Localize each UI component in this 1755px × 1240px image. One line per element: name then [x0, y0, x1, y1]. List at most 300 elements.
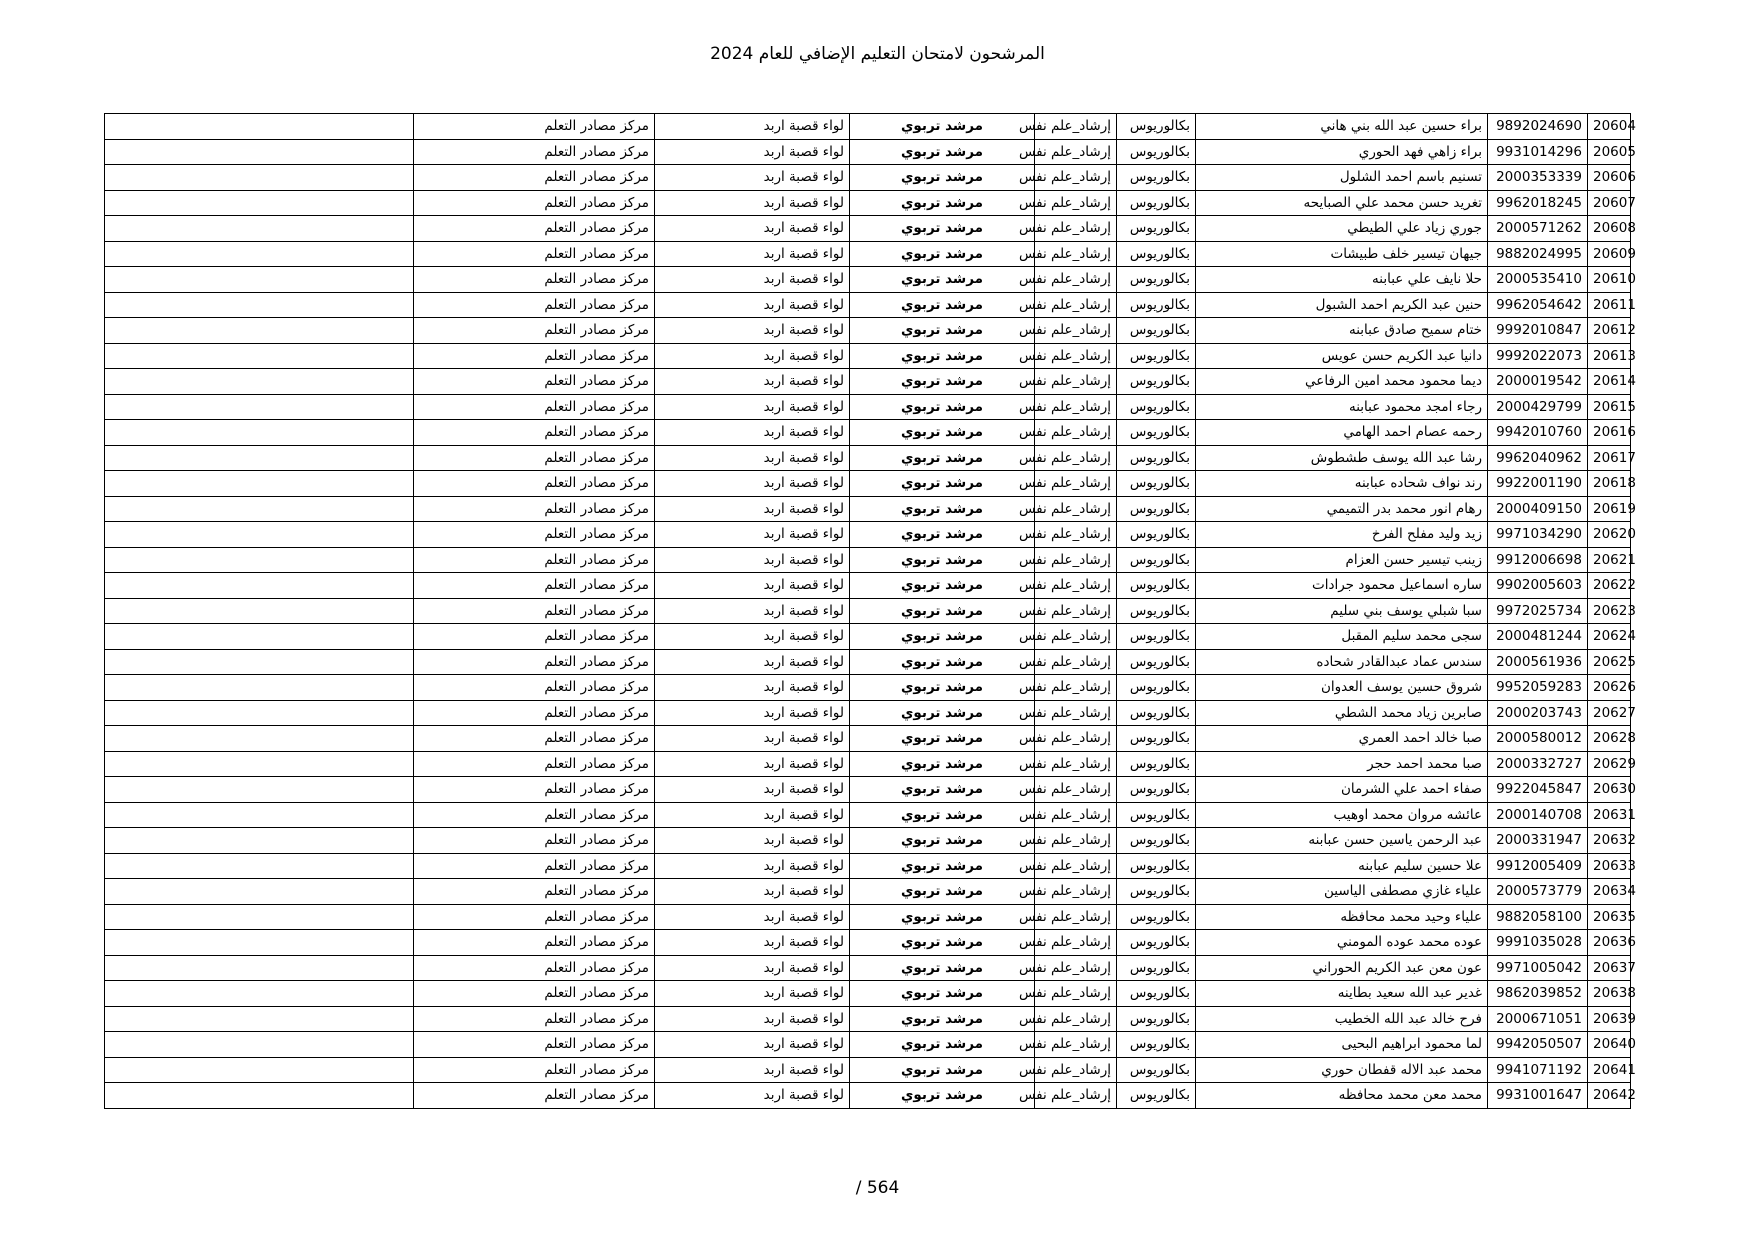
school-type-cell: مركز مصادر التعلم: [414, 853, 655, 879]
specialization-cell: مرشد تربوي: [850, 955, 1035, 981]
degree-cell: بكالوريوس: [1117, 547, 1196, 573]
empty-cell: [105, 292, 414, 318]
candidate-name-cell: غدير عبد الله سعيد بطاينه: [1196, 981, 1488, 1007]
candidate-name-cell: علا حسين سليم عبابنه: [1196, 853, 1488, 879]
candidate-name-cell: شروق حسين يوسف العدوان: [1196, 675, 1488, 701]
empty-cell: [105, 1032, 414, 1058]
table-row: [105, 471, 1631, 497]
school-type-cell: مركز مصادر التعلم: [414, 879, 655, 905]
national-id-cell: 9882058100: [1488, 904, 1588, 930]
national-id-cell: 9912006698: [1488, 547, 1588, 573]
candidate-name-cell: علياء غازي مصطفى الياسين: [1196, 879, 1488, 905]
major-cell: إرشاد_علم نفس: [1035, 598, 1117, 624]
degree-cell: بكالوريوس: [1117, 190, 1196, 216]
district-cell: لواء قصبة اربد: [655, 1006, 850, 1032]
degree-cell: بكالوريوس: [1117, 1057, 1196, 1083]
major-cell: إرشاد_علم نفس: [1035, 496, 1117, 522]
specialization-cell: مرشد تربوي: [850, 522, 1035, 548]
district-cell: لواء قصبة اربد: [655, 445, 850, 471]
national-id-cell: 2000481244: [1488, 624, 1588, 650]
district-cell: لواء قصبة اربد: [655, 981, 850, 1007]
candidate-name-cell: صبا خالد احمد العمري: [1196, 726, 1488, 752]
serial-number-cell: 20625: [1588, 649, 1631, 675]
serial-number-cell: 20642: [1588, 1083, 1631, 1109]
empty-cell: [105, 165, 414, 191]
candidate-name-cell: تغريد حسن محمد علي الصبايحه: [1196, 190, 1488, 216]
degree-cell: بكالوريوس: [1117, 165, 1196, 191]
table-row: [105, 496, 1631, 522]
candidate-name-cell: جيهان تيسير خلف طبيشات: [1196, 241, 1488, 267]
specialization-cell: مرشد تربوي: [850, 114, 1035, 140]
school-type-cell: مركز مصادر التعلم: [414, 598, 655, 624]
serial-number-cell: 20635: [1588, 904, 1631, 930]
empty-cell: [105, 496, 414, 522]
empty-cell: [105, 649, 414, 675]
serial-number-cell: 20638: [1588, 981, 1631, 1007]
empty-cell: [105, 751, 414, 777]
specialization-cell: مرشد تربوي: [850, 598, 1035, 624]
school-type-cell: مركز مصادر التعلم: [414, 981, 655, 1007]
degree-cell: بكالوريوس: [1117, 828, 1196, 854]
specialization-cell: مرشد تربوي: [850, 496, 1035, 522]
district-cell: لواء قصبة اربد: [655, 853, 850, 879]
national-id-cell: 2000561936: [1488, 649, 1588, 675]
serial-number-cell: 20615: [1588, 394, 1631, 420]
district-cell: لواء قصبة اربد: [655, 751, 850, 777]
specialization-cell: مرشد تربوي: [850, 547, 1035, 573]
candidate-name-cell: عائشه مروان محمد اوهيب: [1196, 802, 1488, 828]
major-cell: إرشاد_علم نفس: [1035, 420, 1117, 446]
empty-cell: [105, 930, 414, 956]
national-id-cell: 2000019542: [1488, 369, 1588, 395]
major-cell: إرشاد_علم نفس: [1035, 318, 1117, 344]
specialization-cell: مرشد تربوي: [850, 216, 1035, 242]
degree-cell: بكالوريوس: [1117, 649, 1196, 675]
specialization-cell: مرشد تربوي: [850, 930, 1035, 956]
school-type-cell: مركز مصادر التعلم: [414, 343, 655, 369]
national-id-cell: 9962018245: [1488, 190, 1588, 216]
candidate-name-cell: جوري زياد علي الطيطي: [1196, 216, 1488, 242]
district-cell: لواء قصبة اربد: [655, 496, 850, 522]
candidate-name-cell: سبا شبلي يوسف بني سليم: [1196, 598, 1488, 624]
specialization-cell: مرشد تربوي: [850, 726, 1035, 752]
empty-cell: [105, 190, 414, 216]
candidate-name-cell: عوده محمد عوده المومني: [1196, 930, 1488, 956]
major-cell: إرشاد_علم نفس: [1035, 1032, 1117, 1058]
school-type-cell: مركز مصادر التعلم: [414, 369, 655, 395]
specialization-cell: مرشد تربوي: [850, 267, 1035, 293]
candidate-name-cell: صفاء احمد علي الشرمان: [1196, 777, 1488, 803]
degree-cell: بكالوريوس: [1117, 1083, 1196, 1109]
major-cell: إرشاد_علم نفس: [1035, 139, 1117, 165]
degree-cell: بكالوريوس: [1117, 420, 1196, 446]
candidate-name-cell: رجاء امجد محمود عبابنه: [1196, 394, 1488, 420]
specialization-cell: مرشد تربوي: [850, 777, 1035, 803]
major-cell: إرشاد_علم نفس: [1035, 700, 1117, 726]
major-cell: إرشاد_علم نفس: [1035, 547, 1117, 573]
major-cell: إرشاد_علم نفس: [1035, 114, 1117, 140]
table-row: [105, 1032, 1631, 1058]
candidate-name-cell: محمد معن محمد محافظه: [1196, 1083, 1488, 1109]
major-cell: إرشاد_علم نفس: [1035, 573, 1117, 599]
district-cell: لواء قصبة اربد: [655, 267, 850, 293]
table-row: [105, 853, 1631, 879]
district-cell: لواء قصبة اربد: [655, 1083, 850, 1109]
specialization-cell: مرشد تربوي: [850, 1006, 1035, 1032]
degree-cell: بكالوريوس: [1117, 318, 1196, 344]
national-id-cell: 9902005603: [1488, 573, 1588, 599]
degree-cell: بكالوريوس: [1117, 522, 1196, 548]
degree-cell: بكالوريوس: [1117, 445, 1196, 471]
major-cell: إرشاد_علم نفس: [1035, 471, 1117, 497]
national-id-cell: 9922045847: [1488, 777, 1588, 803]
serial-number-cell: 20618: [1588, 471, 1631, 497]
table-row: [105, 573, 1631, 599]
degree-cell: بكالوريوس: [1117, 241, 1196, 267]
empty-cell: [105, 598, 414, 624]
major-cell: إرشاد_علم نفس: [1035, 955, 1117, 981]
major-cell: إرشاد_علم نفس: [1035, 369, 1117, 395]
school-type-cell: مركز مصادر التعلم: [414, 190, 655, 216]
degree-cell: بكالوريوس: [1117, 955, 1196, 981]
specialization-cell: مرشد تربوي: [850, 904, 1035, 930]
candidate-name-cell: تسنيم باسم احمد الشلول: [1196, 165, 1488, 191]
school-type-cell: مركز مصادر التعلم: [414, 726, 655, 752]
specialization-cell: مرشد تربوي: [850, 700, 1035, 726]
national-id-cell: 2000409150: [1488, 496, 1588, 522]
candidate-name-cell: سندس عماد عبدالقادر شحاده: [1196, 649, 1488, 675]
table-row: [105, 802, 1631, 828]
district-cell: لواء قصبة اربد: [655, 1032, 850, 1058]
table-row: [105, 318, 1631, 344]
district-cell: لواء قصبة اربد: [655, 675, 850, 701]
degree-cell: بكالوريوس: [1117, 853, 1196, 879]
serial-number-cell: 20640: [1588, 1032, 1631, 1058]
degree-cell: بكالوريوس: [1117, 981, 1196, 1007]
specialization-cell: مرشد تربوي: [850, 981, 1035, 1007]
table-row: [105, 828, 1631, 854]
specialization-cell: مرشد تربوي: [850, 879, 1035, 905]
degree-cell: بكالوريوس: [1117, 394, 1196, 420]
specialization-cell: مرشد تربوي: [850, 445, 1035, 471]
degree-cell: بكالوريوس: [1117, 777, 1196, 803]
school-type-cell: مركز مصادر التعلم: [414, 241, 655, 267]
empty-cell: [105, 981, 414, 1007]
school-type-cell: مركز مصادر التعلم: [414, 1006, 655, 1032]
national-id-cell: 2000535410: [1488, 267, 1588, 293]
degree-cell: بكالوريوس: [1117, 700, 1196, 726]
serial-number-cell: 20616: [1588, 420, 1631, 446]
national-id-cell: 9942010760: [1488, 420, 1588, 446]
major-cell: إرشاد_علم نفس: [1035, 904, 1117, 930]
empty-cell: [105, 139, 414, 165]
serial-number-cell: 20609: [1588, 241, 1631, 267]
national-id-cell: 2000671051: [1488, 1006, 1588, 1032]
serial-number-cell: 20626: [1588, 675, 1631, 701]
table-row: [105, 420, 1631, 446]
candidate-name-cell: رحمه عصام احمد الهامي: [1196, 420, 1488, 446]
major-cell: إرشاد_علم نفس: [1035, 675, 1117, 701]
specialization-cell: مرشد تربوي: [850, 343, 1035, 369]
district-cell: لواء قصبة اربد: [655, 700, 850, 726]
district-cell: لواء قصبة اربد: [655, 598, 850, 624]
district-cell: لواء قصبة اربد: [655, 930, 850, 956]
empty-cell: [105, 1083, 414, 1109]
candidate-name-cell: ختام سميح صادق عبابنه: [1196, 318, 1488, 344]
empty-cell: [105, 547, 414, 573]
national-id-cell: 9942050507: [1488, 1032, 1588, 1058]
district-cell: لواء قصبة اربد: [655, 318, 850, 344]
major-cell: إرشاد_علم نفس: [1035, 930, 1117, 956]
serial-number-cell: 20634: [1588, 879, 1631, 905]
degree-cell: بكالوريوس: [1117, 1032, 1196, 1058]
table-row: [105, 522, 1631, 548]
table-row: [105, 139, 1631, 165]
candidate-name-cell: سجى محمد سليم المقبل: [1196, 624, 1488, 650]
empty-cell: [105, 369, 414, 395]
serial-number-cell: 20633: [1588, 853, 1631, 879]
specialization-cell: مرشد تربوي: [850, 624, 1035, 650]
empty-cell: [105, 828, 414, 854]
specialization-cell: مرشد تربوي: [850, 1057, 1035, 1083]
district-cell: لواء قصبة اربد: [655, 369, 850, 395]
degree-cell: بكالوريوس: [1117, 114, 1196, 140]
major-cell: إرشاد_علم نفس: [1035, 981, 1117, 1007]
candidate-name-cell: ساره اسماعيل محمود جرادات: [1196, 573, 1488, 599]
table-row: [105, 675, 1631, 701]
empty-cell: [105, 777, 414, 803]
table-row: [105, 955, 1631, 981]
degree-cell: بكالوريوس: [1117, 624, 1196, 650]
candidates-table-body: [105, 114, 1636, 1109]
empty-cell: [105, 1006, 414, 1032]
serial-number-cell: 20604: [1588, 114, 1631, 140]
candidate-name-cell: لما محمود ابراهيم البحيى: [1196, 1032, 1488, 1058]
major-cell: إرشاد_علم نفس: [1035, 216, 1117, 242]
empty-cell: [105, 700, 414, 726]
empty-cell: [105, 904, 414, 930]
candidate-name-cell: زيد وليد مفلح الفرخ: [1196, 522, 1488, 548]
district-cell: لواء قصبة اربد: [655, 190, 850, 216]
empty-cell: [105, 216, 414, 242]
major-cell: إرشاد_علم نفس: [1035, 624, 1117, 650]
school-type-cell: مركز مصادر التعلم: [414, 955, 655, 981]
national-id-cell: 9922001190: [1488, 471, 1588, 497]
empty-cell: [105, 267, 414, 293]
major-cell: إرشاد_علم نفس: [1035, 853, 1117, 879]
major-cell: إرشاد_علم نفس: [1035, 828, 1117, 854]
district-cell: لواء قصبة اربد: [655, 777, 850, 803]
major-cell: إرشاد_علم نفس: [1035, 165, 1117, 191]
serial-number-cell: 20631: [1588, 802, 1631, 828]
page-number: 564 /: [855, 1178, 900, 1198]
degree-cell: بكالوريوس: [1117, 598, 1196, 624]
national-id-cell: 9971005042: [1488, 955, 1588, 981]
degree-cell: بكالوريوس: [1117, 751, 1196, 777]
school-type-cell: مركز مصادر التعلم: [414, 1032, 655, 1058]
serial-number-cell: 20622: [1588, 573, 1631, 599]
specialization-cell: مرشد تربوي: [850, 165, 1035, 191]
school-type-cell: مركز مصادر التعلم: [414, 573, 655, 599]
school-type-cell: مركز مصادر التعلم: [414, 445, 655, 471]
candidate-name-cell: رشا عبد الله يوسف طشطوش: [1196, 445, 1488, 471]
district-cell: لواء قصبة اربد: [655, 879, 850, 905]
specialization-cell: مرشد تربوي: [850, 241, 1035, 267]
district-cell: لواء قصبة اربد: [655, 955, 850, 981]
table-row: [105, 726, 1631, 752]
national-id-cell: 9962054642: [1488, 292, 1588, 318]
table-row: [105, 292, 1631, 318]
specialization-cell: مرشد تربوي: [850, 369, 1035, 395]
district-cell: لواء قصبة اربد: [655, 343, 850, 369]
major-cell: إرشاد_علم نفس: [1035, 802, 1117, 828]
candidate-name-cell: فرح خالد عبد الله الخطيب: [1196, 1006, 1488, 1032]
district-cell: لواء قصبة اربد: [655, 420, 850, 446]
empty-cell: [105, 114, 414, 140]
candidate-name-cell: براء زاهي فهد الحوري: [1196, 139, 1488, 165]
candidate-name-cell: دانيا عبد الكريم حسن عويس: [1196, 343, 1488, 369]
table-row: [105, 1083, 1631, 1109]
national-id-cell: 2000332727: [1488, 751, 1588, 777]
national-id-cell: 9862039852: [1488, 981, 1588, 1007]
table-row: [105, 1057, 1631, 1083]
national-id-cell: 9962040962: [1488, 445, 1588, 471]
specialization-cell: مرشد تربوي: [850, 190, 1035, 216]
empty-cell: [105, 394, 414, 420]
district-cell: لواء قصبة اربد: [655, 624, 850, 650]
empty-cell: [105, 1057, 414, 1083]
school-type-cell: مركز مصادر التعلم: [414, 292, 655, 318]
school-type-cell: مركز مصادر التعلم: [414, 624, 655, 650]
major-cell: إرشاد_علم نفس: [1035, 522, 1117, 548]
national-id-cell: 9971034290: [1488, 522, 1588, 548]
district-cell: لواء قصبة اربد: [655, 292, 850, 318]
empty-cell: [105, 802, 414, 828]
candidate-name-cell: حنين عبد الكريم احمد الشبول: [1196, 292, 1488, 318]
major-cell: إرشاد_علم نفس: [1035, 190, 1117, 216]
national-id-cell: 9892024690: [1488, 114, 1588, 140]
school-type-cell: مركز مصادر التعلم: [414, 420, 655, 446]
serial-number-cell: 20623: [1588, 598, 1631, 624]
serial-number-cell: 20632: [1588, 828, 1631, 854]
school-type-cell: مركز مصادر التعلم: [414, 471, 655, 497]
specialization-cell: مرشد تربوي: [850, 318, 1035, 344]
specialization-cell: مرشد تربوي: [850, 751, 1035, 777]
table-row: [105, 1006, 1631, 1032]
national-id-cell: 9992010847: [1488, 318, 1588, 344]
national-id-cell: 9941071192: [1488, 1057, 1588, 1083]
national-id-cell: 2000571262: [1488, 216, 1588, 242]
serial-number-cell: 20610: [1588, 267, 1631, 293]
serial-number-cell: 20617: [1588, 445, 1631, 471]
school-type-cell: مركز مصادر التعلم: [414, 318, 655, 344]
national-id-cell: 9952059283: [1488, 675, 1588, 701]
serial-number-cell: 20608: [1588, 216, 1631, 242]
degree-cell: بكالوريوس: [1117, 879, 1196, 905]
major-cell: إرشاد_علم نفس: [1035, 879, 1117, 905]
empty-cell: [105, 241, 414, 267]
major-cell: إرشاد_علم نفس: [1035, 292, 1117, 318]
serial-number-cell: 20619: [1588, 496, 1631, 522]
national-id-cell: 2000580012: [1488, 726, 1588, 752]
major-cell: إرشاد_علم نفس: [1035, 777, 1117, 803]
empty-cell: [105, 879, 414, 905]
degree-cell: بكالوريوس: [1117, 139, 1196, 165]
national-id-cell: 2000353339: [1488, 165, 1588, 191]
serial-number-cell: 20628: [1588, 726, 1631, 752]
district-cell: لواء قصبة اربد: [655, 802, 850, 828]
table-row: [105, 369, 1631, 395]
serial-number-cell: 20613: [1588, 343, 1631, 369]
school-type-cell: مركز مصادر التعلم: [414, 1057, 655, 1083]
candidate-name-cell: ديما محمود محمد امين الرفاعي: [1196, 369, 1488, 395]
district-cell: لواء قصبة اربد: [655, 165, 850, 191]
degree-cell: بكالوريوس: [1117, 573, 1196, 599]
candidate-name-cell: عون معن عبد الكريم الحوراني: [1196, 955, 1488, 981]
table-row: [105, 777, 1631, 803]
national-id-cell: 9992022073: [1488, 343, 1588, 369]
empty-cell: [105, 675, 414, 701]
empty-cell: [105, 726, 414, 752]
school-type-cell: مركز مصادر التعلم: [414, 165, 655, 191]
degree-cell: بكالوريوس: [1117, 904, 1196, 930]
national-id-cell: 2000140708: [1488, 802, 1588, 828]
district-cell: لواء قصبة اربد: [655, 547, 850, 573]
specialization-cell: مرشد تربوي: [850, 1083, 1035, 1109]
empty-cell: [105, 853, 414, 879]
major-cell: إرشاد_علم نفس: [1035, 726, 1117, 752]
serial-number-cell: 20624: [1588, 624, 1631, 650]
school-type-cell: مركز مصادر التعلم: [414, 700, 655, 726]
national-id-cell: 9972025734: [1488, 598, 1588, 624]
serial-number-cell: 20620: [1588, 522, 1631, 548]
district-cell: لواء قصبة اربد: [655, 1057, 850, 1083]
district-cell: لواء قصبة اربد: [655, 241, 850, 267]
national-id-cell: 2000331947: [1488, 828, 1588, 854]
empty-cell: [105, 471, 414, 497]
serial-number-cell: 20639: [1588, 1006, 1631, 1032]
table-row: [105, 394, 1631, 420]
degree-cell: بكالوريوس: [1117, 343, 1196, 369]
degree-cell: بكالوريوس: [1117, 1006, 1196, 1032]
school-type-cell: مركز مصادر التعلم: [414, 496, 655, 522]
serial-number-cell: 20637: [1588, 955, 1631, 981]
district-cell: لواء قصبة اربد: [655, 649, 850, 675]
table-row: [105, 267, 1631, 293]
empty-cell: [105, 343, 414, 369]
serial-number-cell: 20629: [1588, 751, 1631, 777]
degree-cell: بكالوريوس: [1117, 471, 1196, 497]
school-type-cell: مركز مصادر التعلم: [414, 649, 655, 675]
school-type-cell: مركز مصادر التعلم: [414, 139, 655, 165]
school-type-cell: مركز مصادر التعلم: [414, 114, 655, 140]
serial-number-cell: 20636: [1588, 930, 1631, 956]
serial-number-cell: 20641: [1588, 1057, 1631, 1083]
school-type-cell: مركز مصادر التعلم: [414, 828, 655, 854]
school-type-cell: مركز مصادر التعلم: [414, 675, 655, 701]
empty-cell: [105, 445, 414, 471]
table-row: [105, 751, 1631, 777]
candidate-name-cell: صبا محمد احمد حجر: [1196, 751, 1488, 777]
school-type-cell: مركز مصادر التعلم: [414, 751, 655, 777]
serial-number-cell: 20607: [1588, 190, 1631, 216]
degree-cell: بكالوريوس: [1117, 267, 1196, 293]
district-cell: لواء قصبة اربد: [655, 139, 850, 165]
district-cell: لواء قصبة اربد: [655, 828, 850, 854]
district-cell: لواء قصبة اربد: [655, 216, 850, 242]
degree-cell: بكالوريوس: [1117, 726, 1196, 752]
specialization-cell: مرشد تربوي: [850, 828, 1035, 854]
